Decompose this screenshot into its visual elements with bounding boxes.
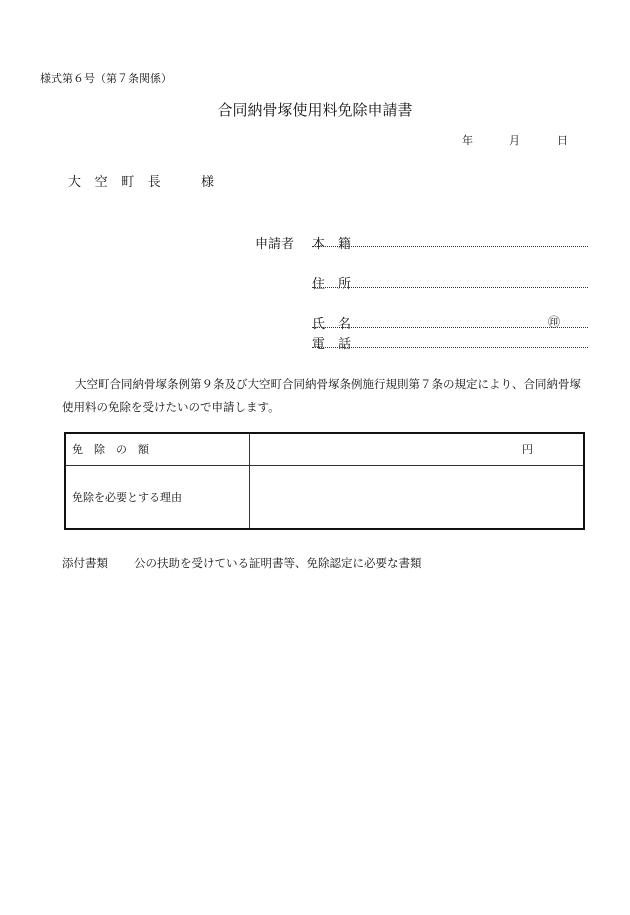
addressee: 大 空 町 長 様 bbox=[68, 175, 215, 190]
exemption-reason-field[interactable] bbox=[250, 465, 585, 529]
form-number: 様式第６号（第７条関係） bbox=[40, 72, 172, 85]
attachments-line bbox=[62, 555, 422, 571]
applicant-label: 申請者 bbox=[255, 237, 295, 252]
name-field[interactable] bbox=[312, 327, 588, 328]
domicile-field[interactable] bbox=[312, 246, 588, 247]
date-day-label: 日 bbox=[557, 134, 568, 147]
table-row bbox=[65, 433, 584, 465]
exemption-amount-field[interactable]: 円 bbox=[250, 433, 585, 465]
document-title: 合同納骨塚使用料免除申請書 bbox=[217, 101, 413, 119]
table-row bbox=[65, 465, 584, 529]
phone-label: 電 話 bbox=[312, 337, 352, 352]
domicile-label: 本 籍 bbox=[312, 237, 352, 252]
statement-line-1: 大空町合同納骨塚条例第９条及び大空町合同納骨塚条例施行規則第７条の規定により、合同納骨塚 bbox=[75, 377, 581, 391]
address-label: 住 所 bbox=[312, 277, 352, 292]
statement-line-2: 使用料の免除を受けたいので申請します。 bbox=[62, 400, 280, 414]
date-month-label: 月 bbox=[509, 134, 520, 147]
exemption-amount-label: 免 除 の 額 bbox=[65, 433, 250, 465]
name-label: 氏 名 bbox=[312, 317, 352, 332]
date-year-label: 年 bbox=[462, 134, 473, 147]
exemption-reason-label: 免除を必要とする理由 bbox=[65, 465, 250, 529]
attachments-text: 公の扶助を受けている証明書等、免除認定に必要な書類 bbox=[134, 556, 422, 570]
address-field[interactable] bbox=[312, 287, 588, 288]
seal-mark: ㊞ bbox=[548, 315, 561, 329]
attachments-label: 添付書類 bbox=[62, 556, 108, 570]
application-statement bbox=[62, 373, 592, 419]
phone-field[interactable] bbox=[312, 347, 588, 348]
exemption-table bbox=[64, 432, 585, 530]
